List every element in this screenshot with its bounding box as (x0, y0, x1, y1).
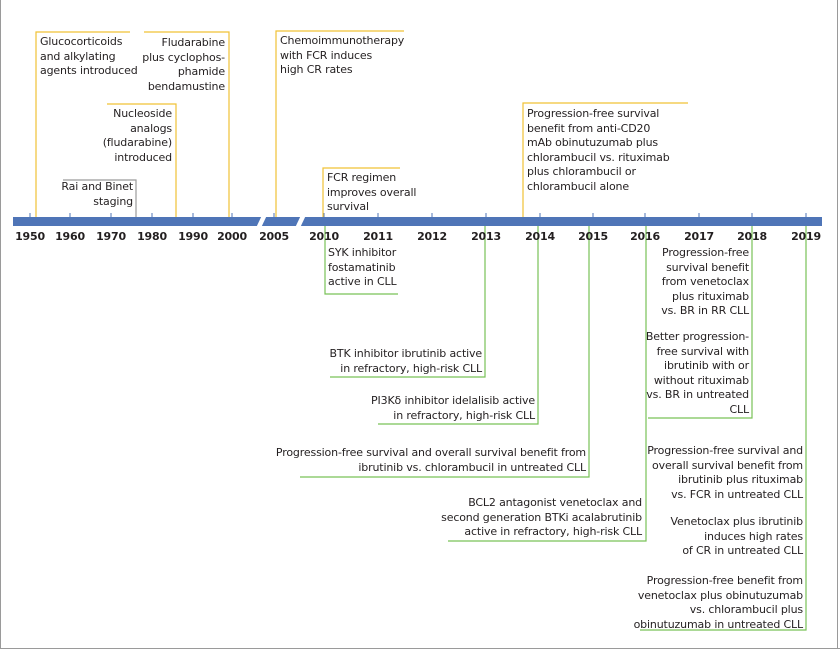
event-venetoclax-ibrutinib: Venetoclax plus ibrutinib induces high rates of CR in untreated CLL (670, 515, 803, 558)
event-ibrutinib-rituximab: Progression-free survival and overall survival benefit from ibrutinib plus rituximab vs. FCR in untreated CLL (647, 444, 803, 501)
year-label: 2014 (525, 230, 555, 243)
event-rai-binet: Rai and Binet staging (61, 180, 133, 208)
year-label: 2017 (684, 230, 714, 243)
event-fcr-regimen: FCR regimen improves overall survival (327, 171, 417, 214)
year-label: 2016 (630, 230, 660, 243)
year-label: 2005 (259, 230, 289, 243)
event-ibrutinib-chlorambucil: Progression-free survival and overall survival benefit from ibrutinib vs. chlorambucil in untreated CLL (275, 446, 586, 474)
year-label: 2012 (417, 230, 447, 243)
year-label: 2018 (737, 230, 767, 243)
event-syk: SYK inhibitor fostamatinib active in CLL (328, 246, 397, 289)
year-label: 2010 (309, 230, 339, 243)
event-bcl2: BCL2 antagonist venetoclax and second generation BTKi acalabrutinib active in refractory, high-risk CLL (441, 496, 642, 539)
year-label: 1990 (178, 230, 208, 243)
event-obinutuzumab-pfs: Progression-free survival benefit from anti-CD20 mAb obinutuzumab plus chlorambucil vs. rituximab plus chlorambucil or chlorambucil alone (527, 107, 670, 193)
event-nucleoside: Nucleoside analogs (fludarabine) introduced (102, 107, 172, 164)
timeline-bar (13, 217, 822, 226)
year-label: 2013 (471, 230, 501, 243)
year-label: 1970 (96, 230, 126, 243)
year-label: 2019 (791, 230, 821, 243)
year-label: 2000 (217, 230, 247, 243)
event-btk: BTK inhibitor ibrutinib active in refractory, high-risk CLL (329, 347, 482, 375)
event-venetoclax-obinutuzumab: Progression-free benefit from venetoclax plus obinutuzumab vs. chlorambucil plus obinutuzumab in untreated CLL (633, 574, 803, 631)
connector-bcl2 (448, 226, 646, 541)
year-label: 1980 (137, 230, 167, 243)
event-chemoimmuno: Chemoimmunotherapy with FCR induces high CR rates (280, 34, 405, 77)
year-label: 2015 (578, 230, 608, 243)
year-label: 2011 (363, 230, 393, 243)
event-fludarabine: Fludarabine plus cyclophos- phamide bendamustine (142, 36, 225, 93)
event-pi3k: PI3Kδ inhibitor idelalisib active in refractory, high-risk CLL (371, 394, 535, 422)
year-label: 1960 (55, 230, 85, 243)
event-better-pfs: Better progression- free survival with ibrutinib with or without rituximab vs. BR in untreated CLL (645, 330, 749, 416)
year-label: 1950 (15, 230, 45, 243)
event-venetoclax-rituximab: Progression-free survival benefit from venetoclax plus rituximab vs. BR in RR CLL (661, 246, 749, 318)
event-glucocorticoids: Glucocorticoids and alkylating agents introduced (40, 35, 138, 78)
